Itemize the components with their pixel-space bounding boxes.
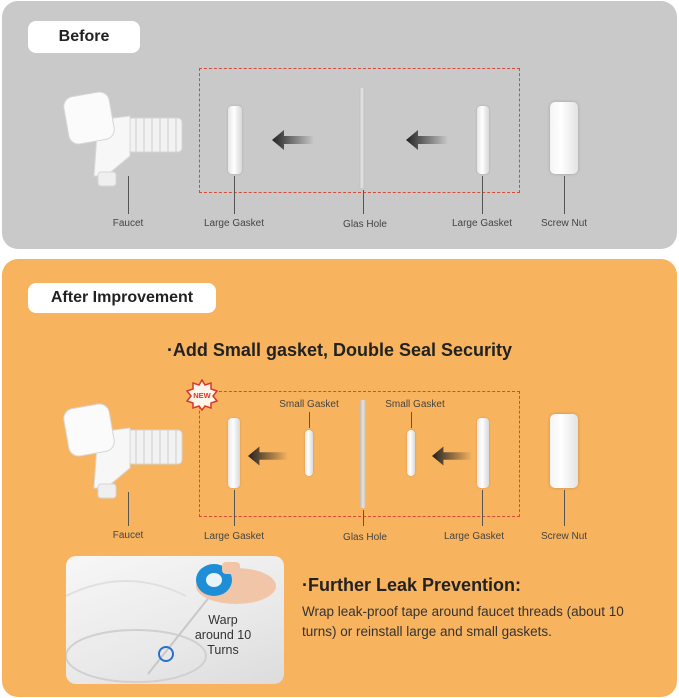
before-tag: Before: [28, 21, 140, 53]
arrow-left-icon: [272, 130, 314, 150]
glass-hole: [359, 88, 365, 188]
faucet-image: [58, 80, 188, 190]
screw-nut-label: Screw Nut: [540, 531, 588, 542]
screw-nut: [550, 102, 578, 174]
new-badge-text: NEW: [193, 391, 211, 400]
leak-prevention-title: ·Further Leak Prevention:: [302, 575, 522, 595]
large-gasket-right: [477, 418, 489, 488]
faucet-leader: [128, 492, 129, 526]
large-gasket-right-leader: [482, 176, 483, 214]
large-gasket-left-leader: [234, 490, 235, 526]
faucet-label: Faucet: [112, 530, 144, 541]
new-badge-icon: [186, 379, 218, 411]
glass-hole-label: Glas Hole: [343, 532, 387, 543]
faucet-label: Faucet: [112, 218, 144, 229]
glass-hole: [360, 400, 366, 508]
small-gasket-right: [407, 430, 415, 476]
large-gasket-left: [228, 106, 242, 174]
large-gasket-left-label: Large Gasket: [203, 218, 265, 229]
small-gasket-left: [305, 430, 313, 476]
large-gasket-right-leader: [482, 490, 483, 526]
glass-hole-leader: [363, 510, 364, 526]
small-gasket-right-leader: [411, 412, 412, 428]
large-gasket-left-label: Large Gasket: [203, 531, 265, 542]
screw-nut-leader: [564, 176, 565, 214]
faucet-leader: [128, 176, 129, 214]
tape-roll-icon: [192, 556, 242, 600]
large-gasket-left: [228, 418, 240, 488]
large-gasket-right-label: Large Gasket: [443, 531, 505, 542]
headline: ·Add Small gasket, Double Seal Security: [166, 340, 513, 360]
small-gasket-left-leader: [309, 412, 310, 428]
small-gasket-left-label: Small Gasket: [279, 399, 339, 410]
arrow-left-icon: [432, 446, 472, 466]
after-tag: After Improvement: [28, 283, 216, 313]
leak-prevention-text: Wrap leak-proof tape around faucet threads (about 10 turns) or reinstall large and small gaskets.: [302, 604, 624, 639]
small-gasket-right-label: Small Gasket: [385, 399, 445, 410]
tape-caption: Warp around 10 Turns: [194, 613, 252, 657]
screw-nut-label: Screw Nut: [540, 218, 588, 229]
arrow-left-icon: [406, 130, 448, 150]
glass-hole-label: Glas Hole: [343, 219, 387, 230]
glass-hole-leader: [363, 190, 364, 214]
faucet-image: [58, 392, 188, 502]
large-gasket-right: [477, 106, 489, 174]
arrow-left-icon: [248, 446, 288, 466]
large-gasket-right-label: Large Gasket: [451, 218, 513, 229]
large-gasket-left-leader: [234, 176, 235, 214]
screw-nut-leader: [564, 490, 565, 526]
screw-nut: [550, 414, 578, 488]
